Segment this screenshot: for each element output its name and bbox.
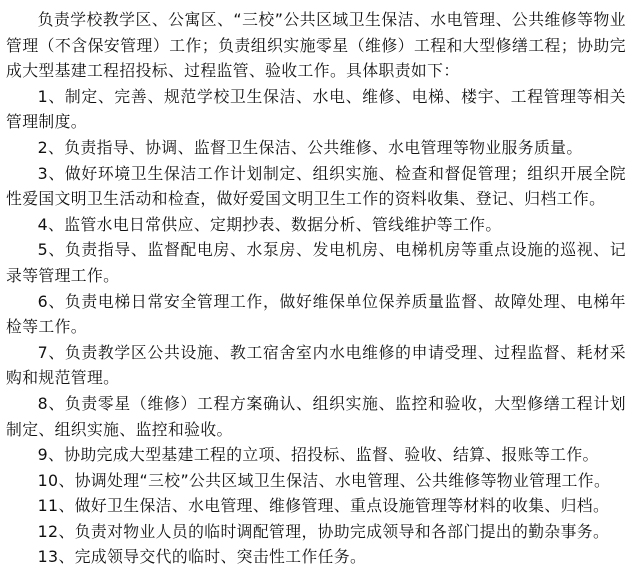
duty-document bbox=[6, 7, 626, 570]
duty-item-10: 10、协调处理“三校”公共区域卫生保洁、水电管理、公共维修等物业管理工作。 bbox=[37, 470, 611, 490]
duty-item-8: 8、负责零星（维修）工程方案确认、组织实施、监控和验收，大型修缮工程计划制定、组织实施、监控和验收。 bbox=[6, 393, 626, 439]
duty-item-2: 2、负责指导、协调、监督卫生保洁、公共维修、水电管理等物业服务质量。 bbox=[37, 137, 583, 157]
duty-item-3: 3、做好环境卫生保洁工作计划制定、组织实施、检查和督促管理；组织开展全院性爱国文明卫生活动和检查，做好爱国文明卫生工作的资料收集、登记、归档工作。 bbox=[6, 163, 626, 209]
duty-item-13: 13、完成领导交代的临时、突击性工作任务。 bbox=[37, 547, 367, 567]
duty-item-6: 6、负责电梯日常安全管理工作，做好维保单位保养质量监督、故障处理、电梯年检等工作。 bbox=[6, 291, 626, 337]
duty-item-1: 1、制定、完善、规范学校卫生保洁、水电、维修、电梯、楼宇、工程管理等相关管理制度。 bbox=[6, 86, 626, 132]
duty-item-4: 4、监管水电日常供应、定期抄表、数据分析、管线维护等工作。 bbox=[37, 214, 502, 234]
duty-item-5: 5、负责指导、监督配电房、水泵房、发电机房、电梯机房等重点设施的巡视、记录等管理工作。 bbox=[6, 240, 626, 285]
duty-item-7: 7、负责教学区公共设施、教工宿舍室内水电维修的申请受理、过程监督、耗材采购和规范管理。 bbox=[6, 342, 626, 388]
duty-item-12: 12、负责对物业人员的临时调配管理，协助完成领导和各部门提出的勤杂事务。 bbox=[37, 521, 610, 541]
duty-item-9: 9、协助完成大型基建工程的立项、招投标、监督、验收、结算、报账等工作。 bbox=[37, 445, 599, 465]
duty-item-11: 11、做好卫生保洁、水电管理、维修管理、重点设施管理等材料的收集、归档。 bbox=[37, 496, 610, 516]
intro-paragraph: 负责学校教学区、公寓区、“三校”公共区域卫生保洁、水电管理、公共维修等物业管理（不含保安管理）工作；负责组织实施零星（维修）工程和大型修缮工程；协助完成大型基建工程招投标、过程监管、验收工作。具体职责如下： bbox=[6, 10, 626, 81]
